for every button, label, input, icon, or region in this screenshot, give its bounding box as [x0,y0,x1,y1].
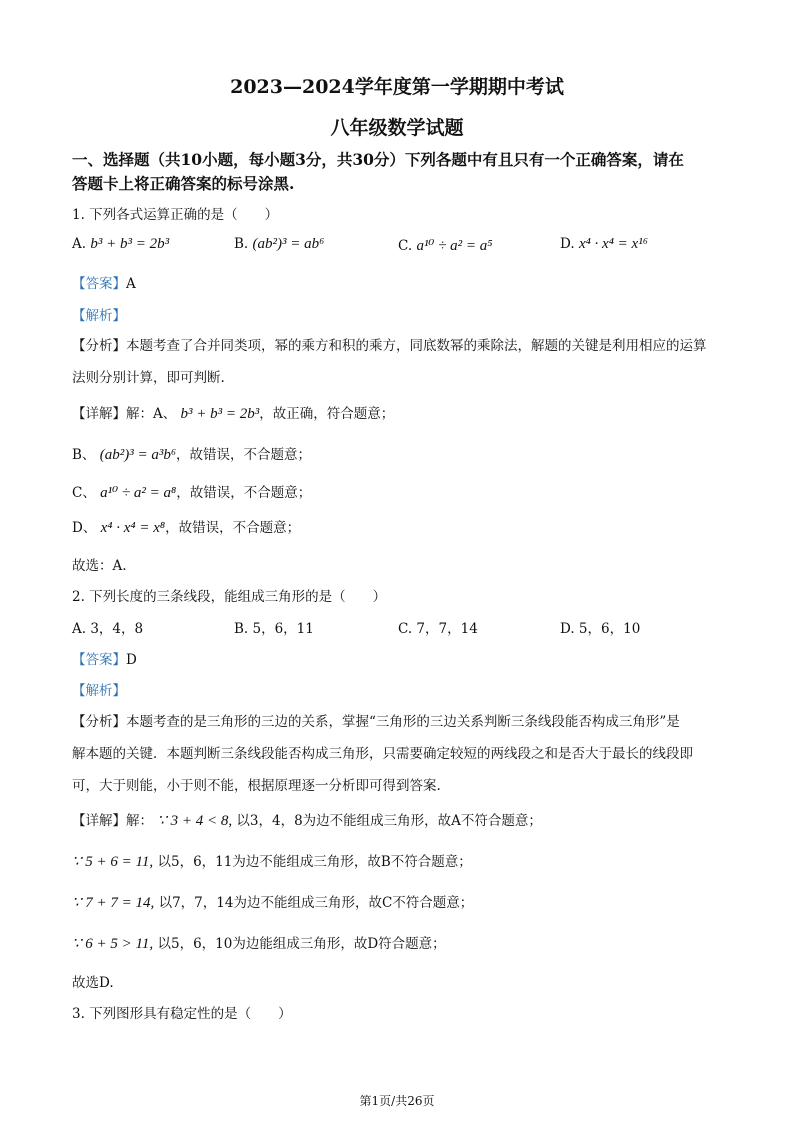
q3-stem: 3. 下列图形具有稳定性的是（ ） [72,1006,292,1022]
analysis-text: 本题考查的是三角形的三边的关系，掌握“三角形的三边关系判断三条线段能否构成三角形”是 [126,714,680,730]
answer-tag: 【答案】 [72,276,126,292]
detail-math: ∵ 3 + 4 < 8, [157,813,233,829]
q1-detail-d [72,516,300,537]
q2-conclusion: 故选D. [72,975,114,991]
q1-option-b [234,236,324,253]
detail-prefix: 解：A、 [126,406,177,422]
option-math: (ab²)³ = ab⁶ [252,236,325,252]
q2-analysis-line3: 可，大于则能，小于则不能，根据原理逐一分析即可得到答案. [72,778,441,794]
detail-math: b³ + b³ = 2b³ [180,406,260,422]
page-subtitle: 八年级数学试题 [330,117,464,139]
page-title: 2023—2024学年度第一学期期中考试 [230,76,564,98]
q2-detail-a [72,809,542,830]
q2-option-c: C. 7，7，14 [398,621,478,637]
q2-jiexi-tag: 【解析】 [72,683,126,699]
section-heading-line1: 一、选择题（共10小题，每小题3分，共30分）下列各题中有且只有一个正确答案，请在 [72,150,684,169]
analysis-tag: 【分析】 [72,714,126,730]
detail-tag: 【详解】 [72,406,126,422]
q1-detail-b [72,443,311,464]
q1-option-a [72,236,169,253]
q1-analysis-line2: 法则分别计算，即可判断. [72,370,225,386]
option-letter: D. [560,236,575,252]
q1-stem: 1. 下列各式运算正确的是（ ） [72,207,279,223]
q1-option-c [398,236,493,255]
analysis-tag: 【分析】 [72,338,126,354]
q1-analysis-line1 [72,334,707,354]
detail-math: ∵ 5 + 6 = 11, [72,854,154,870]
q2-detail-c [72,891,473,912]
q2-answer [72,648,137,668]
q1-conclusion: 故选：A. [72,558,127,574]
detail-suffix: ，故错误，不合题意； [165,520,301,536]
option-letter: A. [72,236,87,252]
q2-option-a: A. 3，4，8 [72,621,144,637]
answer-tag: 【答案】 [72,652,126,668]
detail-suffix: 以5，6，11为边不能组成三角形，故B不符合题意； [157,854,472,870]
detail-prefix: B、 [72,447,96,463]
q1-detail-c [72,481,311,502]
detail-suffix: 以5，6，10为边能组成三角形，故D符合题意； [157,936,446,952]
page-footer: 第1页/共26页 [359,1094,435,1108]
detail-tag: 【详解】 [72,813,126,829]
analysis-text: 本题考查了合并同类项，幂的乘方和积的乘方，同底数幂的乘除法，解题的关键是利用相应的运算 [126,338,707,354]
detail-math: (ab²)³ = a³b⁶ [99,447,177,463]
detail-suffix: 以3，4，8为边不能组成三角形，故A不符合题意； [236,813,542,829]
q2-option-b: B. 5，6，11 [234,621,314,637]
answer-value: D [126,652,137,668]
q1-option-d [560,236,648,253]
q1-jiexi-tag: 【解析】 [72,308,126,324]
detail-suffix: ，故错误，不合题意； [176,485,312,501]
option-math: x⁴ · x⁴ = x¹⁶ [578,236,648,252]
section-heading-line2: 答题卡上将正确答案的标号涂黑. [72,174,295,193]
q2-detail-b [72,850,472,871]
option-letter: B. [234,236,249,252]
detail-prefix: 解： [126,813,153,829]
detail-math: a¹⁰ ÷ a² = a⁸ [100,485,177,501]
q2-stem: 2. 下列长度的三条线段，能组成三角形的是（ ） [72,589,387,605]
detail-suffix: ，故错误，不合题意； [176,447,312,463]
q1-detail-a [72,402,394,423]
detail-suffix: 以7，7，14为边不能组成三角形，故C不符合题意； [158,895,474,911]
q2-analysis-line1 [72,710,680,730]
answer-value: A [126,276,136,292]
option-letter: C. [398,238,413,254]
detail-math: ∵ 7 + 7 = 14, [72,895,155,911]
q1-answer [72,272,136,292]
q2-analysis-line2: 解本题的关键．本题判断三条线段能否构成三角形，只需要确定较短的两线段之和是否大于最长的线段即 [72,746,693,762]
option-math: a¹⁰ ÷ a² = a⁵ [416,238,493,254]
option-math: b³ + b³ = 2b³ [90,236,170,252]
detail-prefix: D、 [72,520,97,536]
q2-detail-d [72,932,446,953]
q2-option-d: D. 5，6，10 [560,621,641,637]
detail-math: ∵ 6 + 5 > 11, [72,936,154,952]
detail-suffix: ，故正确，符合题意； [259,406,395,422]
detail-prefix: C、 [72,485,96,501]
detail-math: x⁴ · x⁴ = x⁸ [100,520,166,536]
